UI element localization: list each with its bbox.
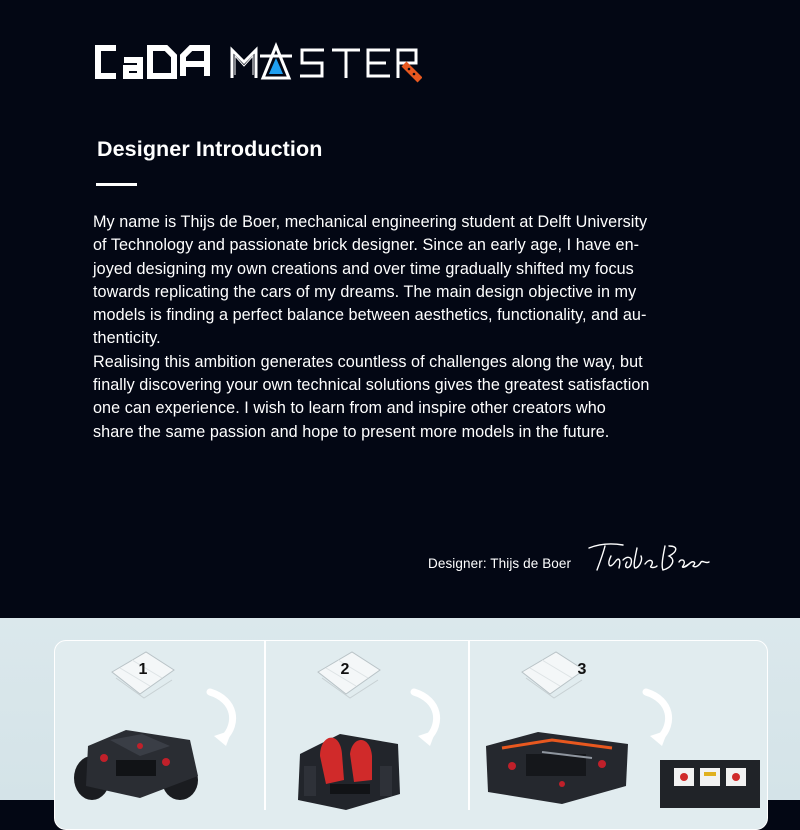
- step-number: 2: [340, 661, 350, 678]
- bio-line: of Technology and passionate brick designer. Since an early age, I have en-: [93, 236, 640, 255]
- bio-paragraph-1: [93, 211, 693, 351]
- curved-arrow-icon: [406, 688, 446, 748]
- bio-line: one can experience. I wish to learn from and inspire other creators who: [93, 399, 606, 418]
- step-number: 3: [577, 661, 587, 678]
- bio-paragraph-2: [93, 351, 693, 444]
- build-step-1: [110, 640, 260, 800]
- page-title: Designer Introduction: [97, 137, 323, 161]
- designer-signature: [585, 538, 715, 578]
- bio-line: joyed designing my own creations and over time gradually shifted my focus: [93, 259, 634, 278]
- seats-model-illustration: [290, 714, 410, 810]
- build-steps-section: [0, 618, 800, 800]
- designer-bio: [93, 211, 693, 444]
- bio-line: finally discovering your own technical solutions gives the greatest satisfaction: [93, 376, 650, 395]
- curved-arrow-icon: [638, 688, 678, 748]
- build-step-2: [316, 640, 466, 800]
- step-divider: [264, 640, 266, 810]
- bio-line: My name is Thijs de Boer, mechanical engineering student at Delft University: [93, 213, 648, 231]
- bio-line: thenticity.: [93, 329, 161, 348]
- build-step-3: [546, 640, 746, 800]
- seat-subassembly-illustration: [656, 750, 764, 810]
- cada-master-logo: [92, 42, 422, 86]
- bio-line: towards replicating the cars of my dreams. The main design objective in my: [93, 282, 637, 301]
- bio-line: Realising this ambition generates countless of challenges along the way, but: [93, 352, 643, 371]
- designer-credit: Designer: Thijs de Boer: [428, 556, 572, 571]
- step-divider: [468, 640, 470, 810]
- step-number: 1: [138, 661, 148, 678]
- title-underline: [96, 183, 137, 186]
- frame-model-illustration: [482, 712, 632, 808]
- bio-line: share the same passion and hope to present more models in the future.: [93, 422, 610, 441]
- chassis-model-illustration: [70, 706, 210, 806]
- bio-line: models is finding a perfect balance between aesthetics, functionality, and au-: [93, 306, 647, 325]
